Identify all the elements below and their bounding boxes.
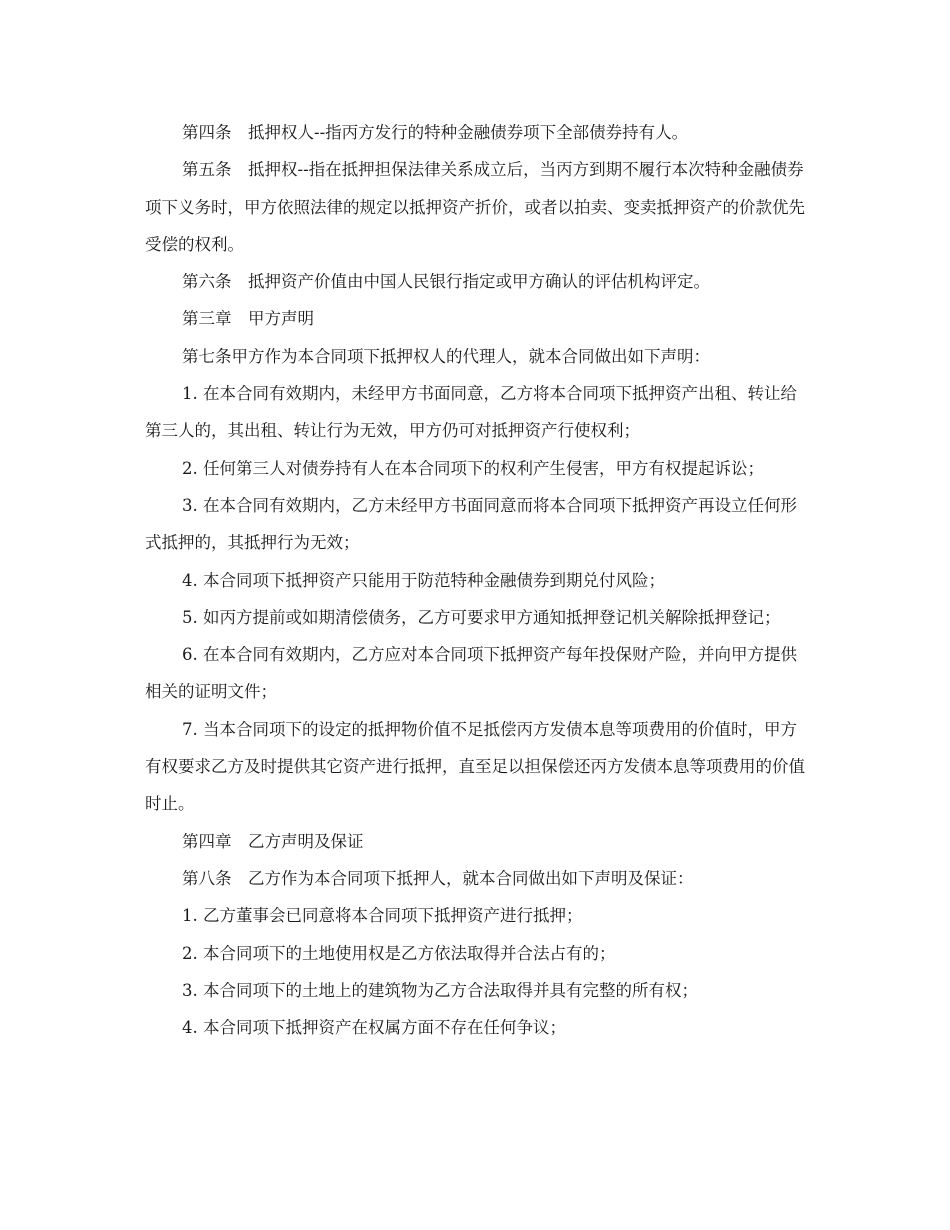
article-7-item-7: 7. 当本合同项下的设定的抵押物价值不足抵偿丙方发债本息等项费用的价值时，甲方有权要求乙方及时提供其它资产进行抵押，直至足以担保偿还丙方发债本息等项费用的价值时止。 [145,719,805,814]
document-page [145,114,805,1046]
article-8-item-3: 3. 本合同项下的土地上的建筑物为乙方合法取得并具有完整的所有权； [182,980,698,1000]
article-5: 第五条 抵押权--指在抵押担保法律关系成立后，当丙方到期不履行本次特种金融债券项下义务时，甲方依照法律的规定以抵押资产折价，或者以拍卖、变卖抵押资产的价款优先受偿的权利。 [145,160,805,254]
article-8-item-1: 1. 乙方董事会已同意将本合同项下抵押资产进行抵押； [182,906,583,926]
article-7-item-5: 5. 如丙方提前或如期清偿债务，乙方可要求甲方通知抵押登记机关解除抵押登记； [182,607,781,627]
article-8-item-4: 4. 本合同项下抵押资产在权属方面不存在任何争议； [182,1018,566,1038]
article-7-item-2: 2. 任何第三人对债券持有人在本合同项下的权利产生侵害，甲方有权提起诉讼； [182,458,764,478]
article-8-item-2: 2. 本合同项下的土地使用权是乙方依法取得并合法占有的； [182,943,616,963]
article-8: 第八条 乙方作为本合同项下抵押人，就本合同做出如下声明及保证： [182,868,694,888]
article-7-item-4: 4. 本合同项下抵押资产只能用于防范特种金融债券到期兑付风险； [182,570,665,590]
chapter-3-heading: 第三章 甲方声明 [182,309,314,329]
article-7-item-1: 1. 在本合同有效期内，未经甲方书面同意，乙方将本合同项下抵押资产出租、转让给第三人的，其出租、转让行为无效，甲方仍可对抵押资产行使权利； [145,384,797,441]
article-7: 第七条甲方作为本合同项下抵押权人的代理人，就本合同做出如下声明： [182,346,710,366]
article-6: 第六条 抵押资产价值由中国人民银行指定或甲方确认的评估机构评定。 [182,272,710,292]
chapter-4-heading: 第四章 乙方声明及保证 [182,831,364,851]
article-7-item-3: 3. 在本合同有效期内，乙方未经甲方书面同意而将本合同项下抵押资产再设立任何形式抵押的，其抵押行为无效； [145,495,797,553]
article-4: 第四条 抵押权人--指丙方发行的特种金融债券项下全部债券持有人。 [182,123,689,142]
article-7-item-6: 6. 在本合同有效期内，乙方应对本合同项下抵押资产每年投保财产险，并向甲方提供相关的证明文件； [145,645,797,702]
